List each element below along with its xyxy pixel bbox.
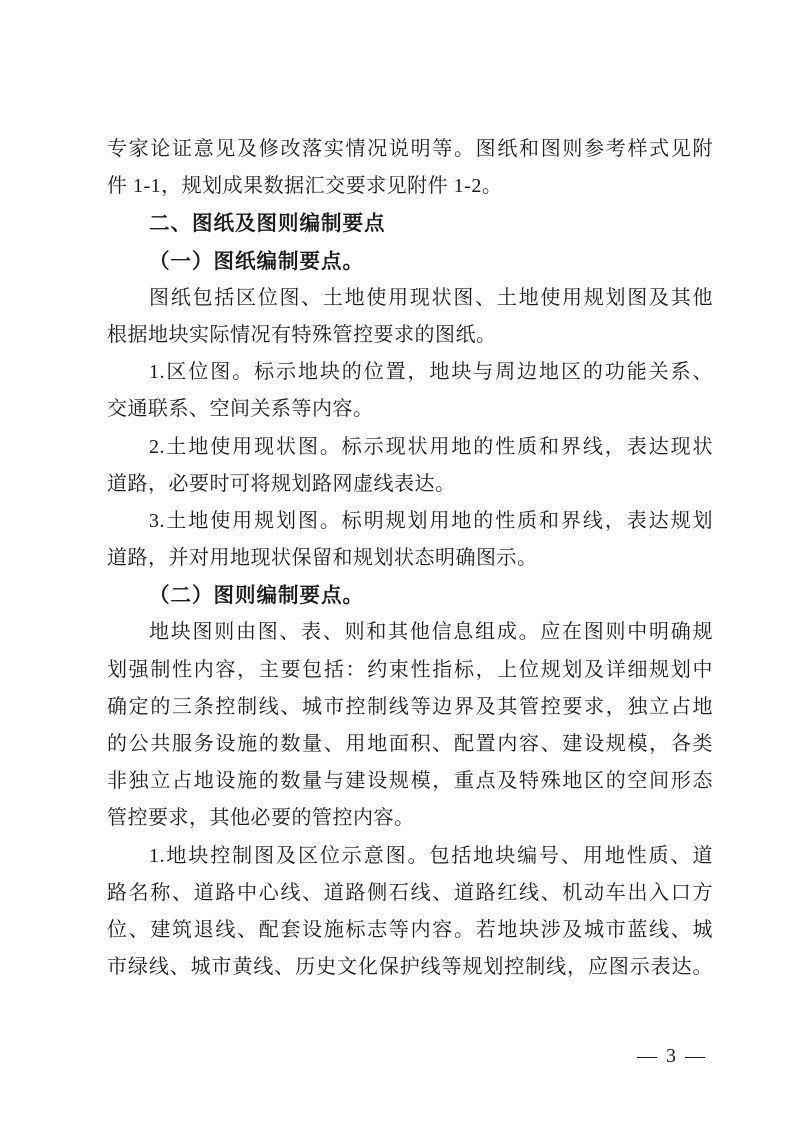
page-number: — 3 — [637,1045,707,1067]
heading-subsection-2: （二）图则编制要点。 [149,584,364,608]
body-line: 划强制性内容，主要包括：约束性指标，上位规划及详细规划中 [107,658,713,681]
heading-section-2: 二、图纸及图则编制要点 [149,212,386,236]
heading-subsection-1: （一）图纸编制要点。 [149,249,364,273]
body-line: 1.地块控制图及区位示意图。包括地块编号、用地性质、道 [149,844,713,867]
body-line: 根据地块实际情况有特殊管控要求的图纸。 [107,323,497,346]
body-line: 的公共服务设施的数量、用地面积、配置内容、建设规模，各类 [107,733,713,755]
body-line: 3.土地使用规划图。标明规划用地的性质和界线，表达规划 [149,509,713,532]
body-line: 道路，并对用地现状保留和规划状态明确图示。 [107,547,538,570]
body-line: 确定的三条控制线、城市控制线等边界及其管控要求，独立占地 [107,695,713,718]
body-line: 路名称、道路中心线、道路侧石线、道路红线、机动车出入口方 [107,881,713,904]
body-line: 2.土地使用现状图。标示现状用地的性质和界线，表达现状 [149,435,713,458]
document-body [107,131,713,986]
body-line: 交通联系、空间关系等内容。 [107,398,374,421]
body-line: 地块图则由图、表、则和其他信息组成。应在图则中明确规 [149,621,713,644]
body-line: 道路，必要时可将规划路网虚线表达。 [107,472,456,495]
body-line: 非独立占地设施的数量与建设规模，重点及特殊地区的空间形态 [107,770,713,793]
body-line: 图纸包括区位图、土地使用现状图、土地使用规划图及其他 [149,286,713,309]
body-line: 1.区位图。标示地块的位置，地块与周边地区的功能关系、 [149,361,713,384]
body-line: 市绿线、城市黄线、历史文化保护线等规划控制线，应图示表达。 [107,956,713,979]
body-line: 专家论证意见及修改落实情况说明等。图纸和图则参考样式见附 [107,138,713,160]
body-line: 管控要求，其他必要的管控内容。 [107,807,415,830]
body-line: 件 1-1，规划成果数据汇交要求见附件 1-2。 [107,175,503,198]
body-line: 位、建筑退线、配套设施标志等内容。若地块涉及城市蓝线、城 [107,918,713,941]
